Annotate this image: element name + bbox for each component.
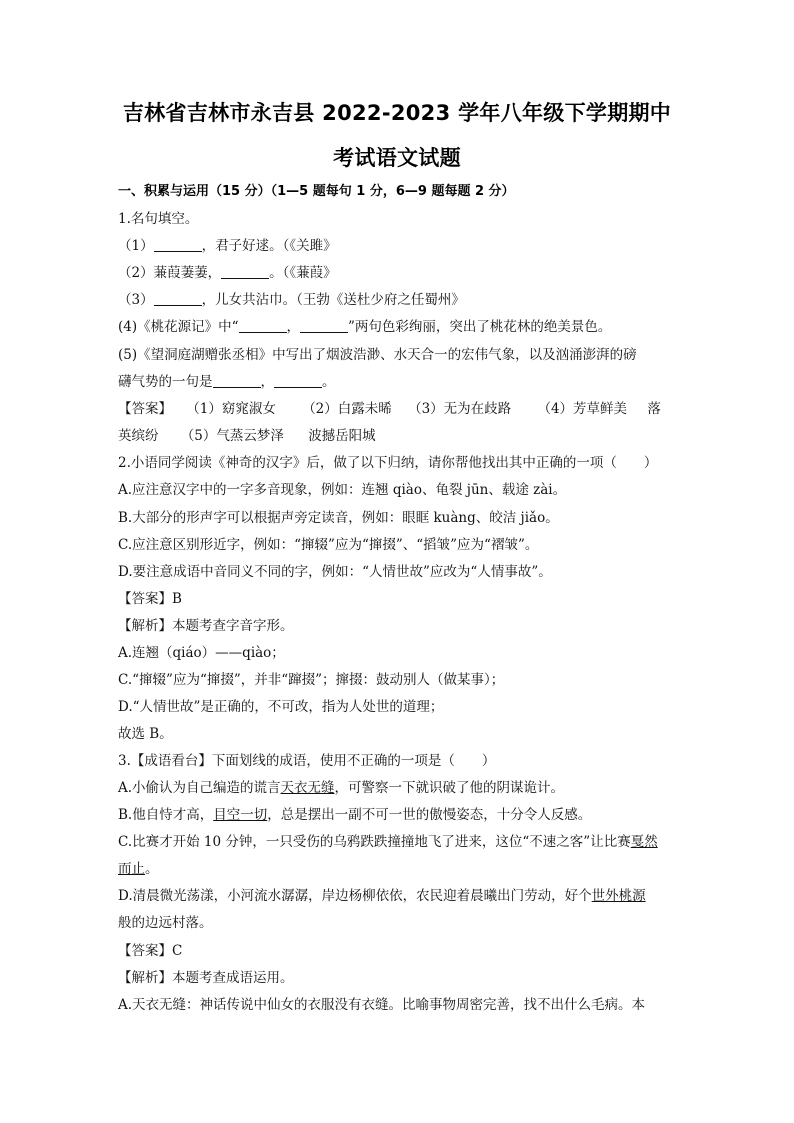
doc-title-line-2: 考试语文试题 bbox=[333, 146, 461, 170]
q3-b-post: ，总是摆出一副不可一世的傲慢姿态，十分令人反感。 bbox=[267, 807, 592, 823]
q2-explain-c: C.“撺辍”应为“撺掇”，并非“蹿掇”；撺掇：鼓动别人（做某事）； bbox=[118, 672, 505, 688]
fill-blank[interactable] bbox=[274, 374, 322, 388]
q3-b-idiom: 目空一切 bbox=[213, 807, 268, 823]
q1-answer-4c: 英缤纷 bbox=[118, 428, 159, 444]
q1-item-5-post: 。 bbox=[322, 374, 336, 390]
answer-label: 【答案】 bbox=[118, 401, 172, 417]
q3-c-idiom-part-2: 而止 bbox=[118, 861, 145, 877]
q2-analysis: 【解析】本题考查字音字形。 bbox=[118, 618, 294, 634]
fill-blank[interactable] bbox=[239, 319, 287, 333]
q1-answer-line-1 bbox=[118, 397, 678, 417]
q3-option-d-line-1 bbox=[118, 884, 678, 904]
q3-option-c-line-2 bbox=[118, 857, 678, 877]
q1-item-4-mid: ， bbox=[286, 319, 301, 335]
q2-option-a: A.应注意汉字中的一字多音现象，例如：连翘 qiào、龟裂 jūn、载途 zài。 bbox=[118, 482, 567, 498]
q3-a-post: ，可警察一下就识破了他的阴谋诡计。 bbox=[334, 780, 565, 796]
q1-item-2-pre: （2）蒹葭萋萋， bbox=[118, 265, 222, 281]
q3-option-a bbox=[118, 776, 678, 796]
q3-analysis: 【解析】本题考查成语运用。 bbox=[118, 970, 294, 986]
q3-c-idiom-part-1: 戛然 bbox=[630, 834, 658, 850]
q3-answer: 【答案】C bbox=[118, 943, 183, 959]
q1-item-1-pre: （1） bbox=[118, 238, 154, 254]
fill-blank[interactable] bbox=[300, 319, 348, 333]
q3-c-pre: C.比赛才开始 10 分钟，一只受伤的乌鸦跌跌撞撞地飞了进来，这位“不速之客”让比赛 bbox=[118, 834, 631, 850]
q3-explain-a: A.天衣无缝：神话传说中仙女的衣服没有衣缝。比喻事物周密完善，找不出什么毛病。本 bbox=[118, 997, 646, 1013]
q2-option-c: C.应注意区别形近字，例如：“撺辍”应为“撺掇”、“搯皱”应为“褶皱”。 bbox=[118, 537, 539, 553]
q3-c-post: 。 bbox=[145, 861, 159, 877]
q1-item-1 bbox=[118, 234, 678, 254]
q1-item-5-line-1: (5)《望洞庭湖赠张丞相》中写出了烟波浩渺、水天合一的宏伟气象，以及汹涌澎湃的磅 bbox=[118, 347, 637, 363]
q2-option-d: D.要注意成语中音同义不同的字，例如：“人情世故”应改为“人情事故”。 bbox=[118, 564, 552, 580]
doc-title-line-1: 吉林省吉林市永吉县 2022-2023 学年八年级下学期期中 bbox=[122, 101, 672, 125]
q2-explain-d: D.“人情世故”是正确的，不可改，指为人处世的道理； bbox=[118, 699, 444, 715]
q2-answer: 【答案】B bbox=[118, 591, 182, 607]
q3-stem: 3.【成语看台】下面划线的成语，使用不正确的一项是（ ） bbox=[118, 753, 496, 769]
q1-item-2-post: 。（《蒹葭》 bbox=[269, 265, 337, 281]
q1-item-2 bbox=[118, 261, 678, 281]
section-heading: 一、积累与运用（15 分）（1—5 题每句 1 分，6—9 题每题 2 分） bbox=[118, 184, 515, 199]
q2-conclusion: 故选 B。 bbox=[118, 726, 173, 742]
q1-item-3-post: ，儿女共沾巾。（王勃《送杜少府之任蜀州》 bbox=[201, 292, 465, 308]
q1-answer-5: （5）气蒸云梦泽 bbox=[180, 428, 284, 444]
q1-answer-3: （3）无为在歧路 bbox=[408, 401, 512, 417]
q1-item-5-line-2 bbox=[118, 370, 678, 390]
q1-answer-line-2 bbox=[118, 424, 678, 444]
q1-answer-1: （1）窈窕淑女 bbox=[186, 401, 276, 417]
q3-option-c-line-1 bbox=[118, 830, 678, 850]
q3-a-pre: A.小偷认为自己编造的谎言 bbox=[118, 780, 281, 796]
q1-item-5-pre: 礴气势的一句是 bbox=[118, 374, 213, 390]
fill-blank[interactable] bbox=[213, 374, 261, 388]
fill-blank[interactable] bbox=[154, 238, 202, 252]
q3-b-pre: B.他自恃才高， bbox=[118, 807, 214, 823]
q1-item-1-post: ，君子好逑。（《关雎》 bbox=[201, 238, 337, 254]
q1-item-4 bbox=[118, 315, 678, 335]
q3-option-b bbox=[118, 803, 678, 823]
q3-d-idiom: 世外桃源 bbox=[591, 888, 646, 904]
q1-stem: 1.名句填空。 bbox=[118, 211, 199, 227]
q2-explain-a: A.连翘（qiáo）——qiào； bbox=[118, 645, 285, 661]
q1-item-3-pre: （3） bbox=[118, 292, 154, 308]
q3-option-d-line-2: 般的边远村落。 bbox=[118, 915, 213, 931]
fill-blank[interactable] bbox=[221, 265, 269, 279]
q1-item-3 bbox=[118, 288, 678, 308]
q2-option-b: B.大部分的形声字可以根据声旁定读音，例如：眼眶 kuàng、皎洁 jiǎo。 bbox=[118, 510, 559, 526]
q1-answer-6: 波撼岳阳城 bbox=[308, 428, 376, 444]
q1-answer-4b: 落 bbox=[647, 401, 661, 417]
q1-item-4-post: ”两句色彩绚丽，突出了桃花林的绝美景色。 bbox=[348, 319, 612, 335]
fill-blank[interactable] bbox=[154, 292, 202, 306]
q1-answer-4a: （4）芳草鲜美 bbox=[537, 401, 628, 417]
q3-a-idiom: 天衣无缝 bbox=[280, 780, 335, 796]
q1-item-4-pre: (4)《桃花源记》中“ bbox=[118, 319, 239, 335]
q1-answer-2: （2）白露未晞 bbox=[302, 401, 392, 417]
q3-d-pre: D.清晨微光荡漾，小河流水潺潺，岸边杨柳依依，农民迎着晨曦出门劳动，好个 bbox=[118, 888, 592, 904]
q1-item-5-mid: ， bbox=[260, 374, 274, 390]
q2-stem: 2.小语同学阅读《神奇的汉字》后，做了以下归纳，请你帮他找出其中正确的一项（ ） bbox=[118, 455, 658, 471]
